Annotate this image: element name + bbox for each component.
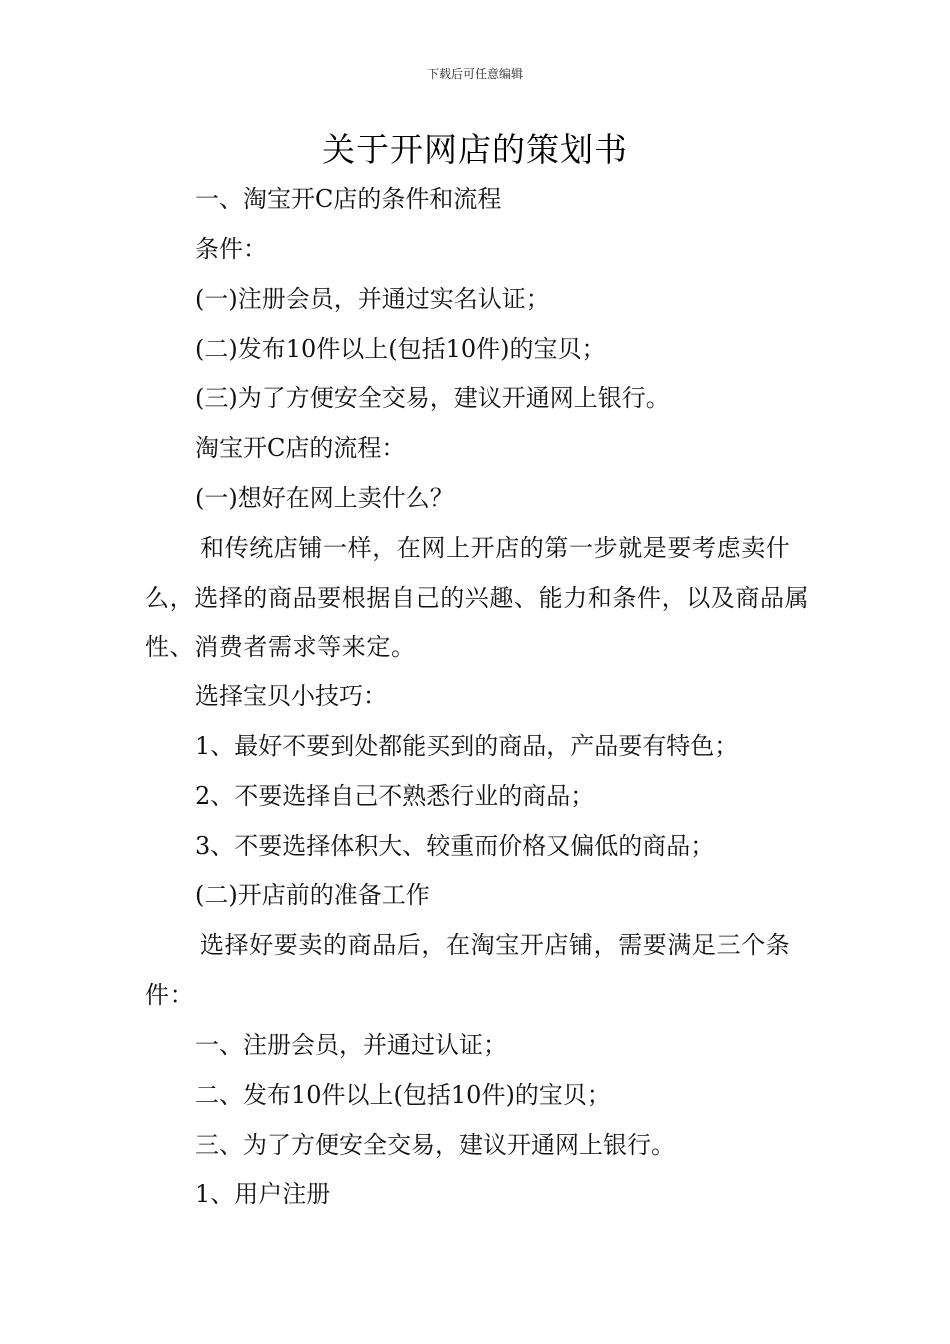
body-paragraph: 和传统店铺一样，在网上开店的第一步就是要考虑卖什么，选择的商品要根据自己的兴趣、能力和条件，以及商品属性、消费者需求等来定。 — [145, 534, 810, 661]
tips-label: 选择宝贝小技巧： — [195, 682, 387, 710]
condition-item: (三)为了方便安全交易，建议开通网上银行。 — [195, 384, 670, 412]
tip-item: 2、不要选择自己不熟悉行业的商品； — [195, 782, 595, 810]
process-step-heading: (二)开店前的准备工作 — [195, 881, 430, 909]
document-title: 关于开网店的策划书 — [322, 130, 628, 169]
section-heading: 一、淘宝开C店的条件和流程 — [195, 185, 502, 213]
requirement-item: 三、为了方便安全交易，建议开通网上银行。 — [195, 1131, 675, 1159]
process-step-heading: (一)想好在网上卖什么？ — [195, 484, 454, 512]
conditions-label: 条件： — [195, 235, 267, 263]
tip-item: 1、最好不要到处都能买到的商品，产品要有特色； — [195, 732, 739, 760]
subsection-heading: 1、用户注册 — [195, 1180, 331, 1208]
process-label: 淘宝开C店的流程： — [195, 434, 406, 462]
header-note: 下载后可任意编辑 — [426, 67, 523, 81]
condition-item: (一)注册会员，并通过实名认证； — [195, 285, 550, 313]
requirement-item: 二、发布10件以上(包括10件)的宝贝； — [195, 1081, 611, 1109]
tip-item: 3、不要选择体积大、较重而价格又偏低的商品； — [195, 832, 715, 860]
requirement-item: 一、注册会员，并通过认证； — [195, 1031, 507, 1059]
condition-item: (二)发布10件以上(包括10件)的宝贝； — [195, 335, 606, 363]
body-paragraph: 选择好要卖的商品后，在淘宝开店铺，需要满足三个条件： — [145, 931, 791, 1009]
